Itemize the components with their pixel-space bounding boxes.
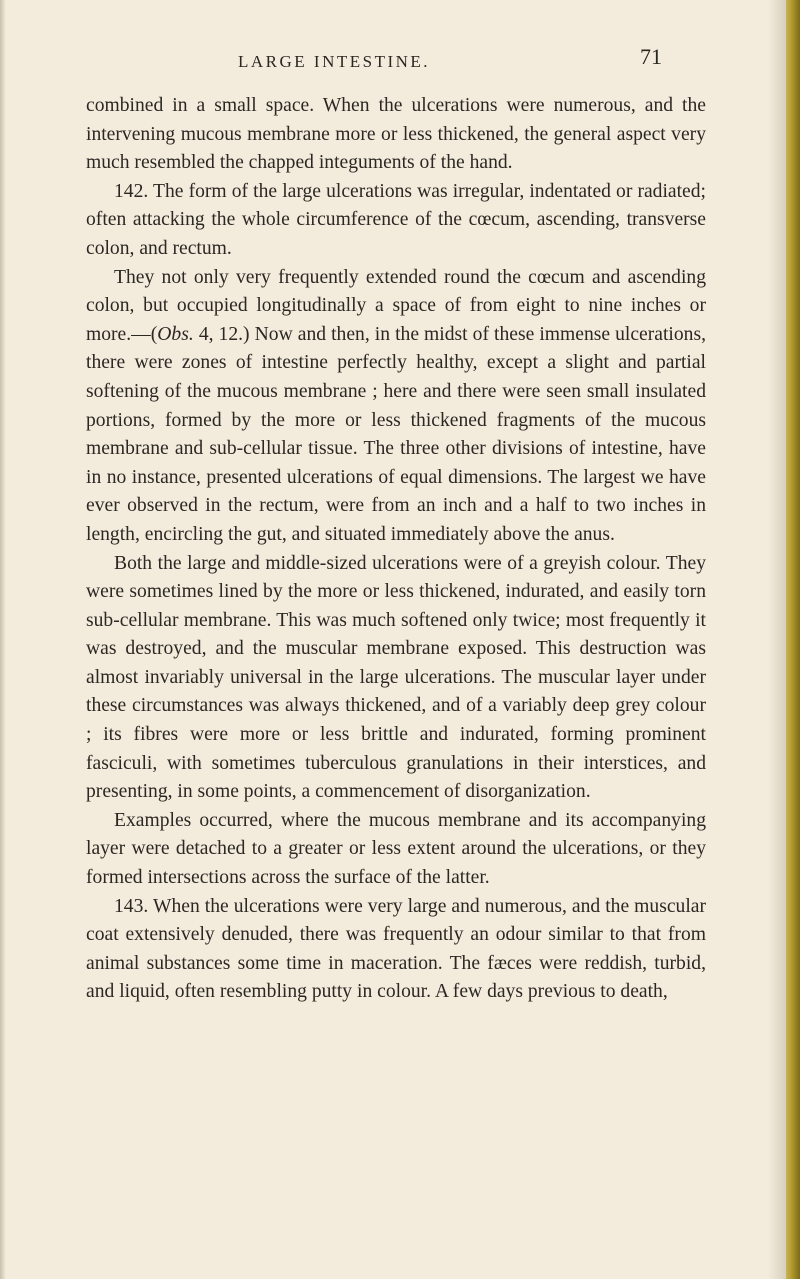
- running-head: LARGE INTESTINE.: [238, 52, 431, 71]
- paragraph-text: The form of the large ulcerations was irregular, indentated or radiated; often attacking the whole circumference of the cœcum, ascending, transverse colon, and rectum.: [86, 180, 706, 259]
- obs-reference: Obs.: [157, 323, 194, 345]
- paragraph-text: Examples occurred, where the mucous membrane and its accompanying layer were detached to a greater or less extent around the ulcerations, or they formed intersections across the surface of the latter.: [86, 809, 706, 889]
- gutter-shadow: [768, 0, 786, 1279]
- paragraph-continuation: [86, 92, 706, 178]
- paragraph-extent: [86, 264, 706, 550]
- paragraph-text-post: 4, 12.) Now and then, in the midst of these immense ulcerations, there were zones of intestine perfectly healthy, except a slight and partial softening of the mucous membrane ; here and there were seen small insulated portions, formed by the more or less thickened fragments of the mucous membrane and sub-cellular tissue. The three other divisions of intestine, have in no instance, presented ulcerations of equal dimensions. The largest we have ever observed in the rectum, were from an inch and a half to two inches in length, encircling the gut, and situated immediately above the anus.: [86, 323, 706, 545]
- paragraph-142: [86, 178, 706, 264]
- paragraph-number: 142.: [114, 180, 149, 202]
- paragraph-text: combined in a small space. When the ulcerations were numerous, and the intervening mucous membrane more or less thickened, the general aspect very much resembled the chapped integuments of the hand.: [86, 95, 706, 174]
- paragraph-143: [86, 893, 706, 1007]
- paragraph-colour: [86, 550, 706, 807]
- body-text: [86, 92, 706, 1007]
- paragraph-text-pre: They not only very frequently extended round the cœcum and ascending colon, but occupied longitudinally a space of from eight to nine inches or more.—(: [86, 266, 706, 345]
- paragraph-text: When the ulcerations were very large and numerous, and the muscular coat extensively denuded, there was frequently an odour similar to that from animal substances some time in maceration. The fæces were reddish, turbid, and liquid, often resembling putty in colour. A few days previous to death,: [86, 895, 707, 1003]
- page-number: 71: [640, 44, 662, 69]
- book-spine-edge: [786, 0, 800, 1279]
- paragraph-examples: [86, 807, 706, 893]
- paragraph-number: 143.: [114, 895, 149, 917]
- paragraph-text: Both the large and middle-sized ulcerations were of a greyish colour. They were sometimes lined by the more or less thickened, indurated, and easily torn sub-cellular membrane. This was much softened only twice; most frequently it was destroyed, and the muscular membrane exposed. This destruction was almost invariably universal in the large ulcerations. The muscular layer under these circumstances was always thickened, and of a variably deep grey colour ; its fibres were more or less brittle and indurated, forming prominent fasciculi, with sometimes tuberculous granulations in their interstices, and presenting, in some points, a commencement of disorganization.: [86, 552, 706, 803]
- page-left-edge: [0, 0, 6, 1279]
